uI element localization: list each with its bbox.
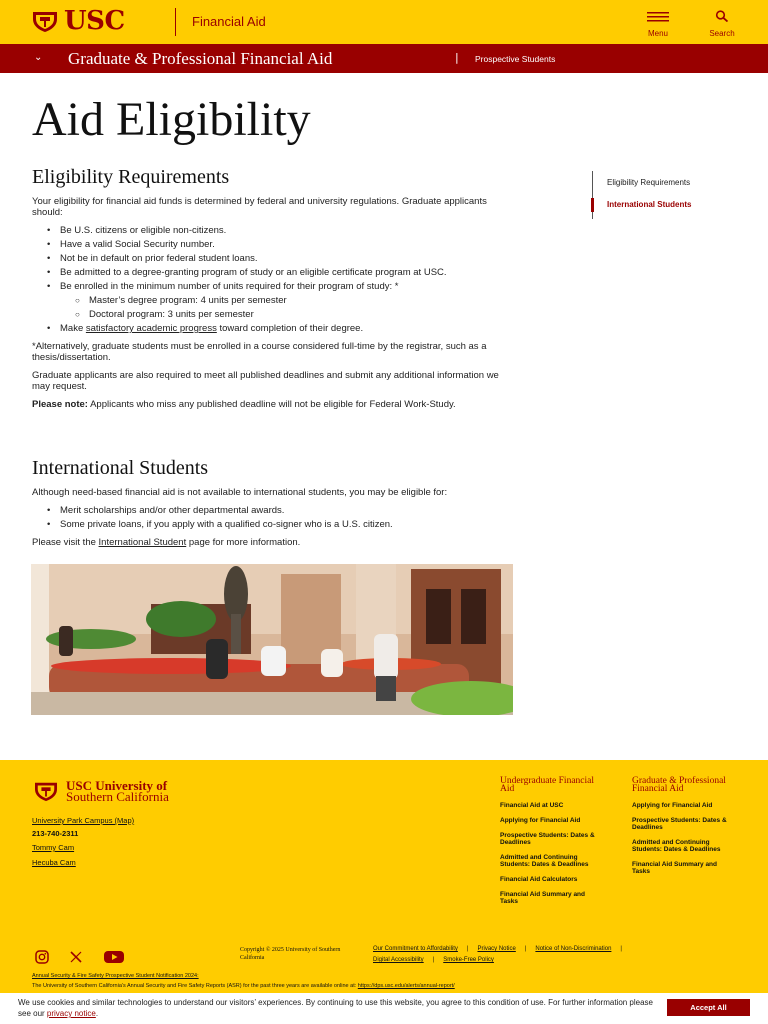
international-student-link[interactable]: International Student [98,537,187,548]
asr-text [32,983,455,989]
usc-shield-icon [32,780,60,802]
asr-description: The University of Southern California’s Annual Security and Fire Safety Reports (ASR) for the past three years are available online at: [32,983,358,989]
footer-link[interactable]: Financial Aid Calculators [500,876,578,883]
prospective-students-link[interactable]: Prospective Students [475,54,556,64]
footer-link[interactable]: Financial Aid Summary and Tasks [500,891,586,905]
footer-undergrad-column [500,777,600,913]
footer-logo-line1: USC University of [66,778,168,793]
international-section [32,487,512,555]
note-text: Applicants who miss any published deadline will not be eligible for Federal Work-Study. [87,399,456,410]
list-item: • Merit scholarships and/or other departmental awards. [32,505,512,516]
legal-separator: | [432,957,435,963]
list-item: • Some private loans, if you apply with a qualified co-signer who is a U.S. citizen. [32,519,512,530]
legal-separator: | [620,946,622,952]
international-heading: International Students [32,457,209,479]
visit-suffix: page for more information. [186,537,301,548]
section-title[interactable]: Graduate & Professional Financial Aid [68,49,333,68]
cookie-banner [0,993,768,1024]
note-label: Please note: [32,399,88,410]
footer-logo[interactable] [32,780,169,802]
make-prefix: Make [60,323,86,334]
footer-link[interactable]: Applying for Financial Aid [632,802,713,809]
chevron-down-icon[interactable]: ⌄ [34,52,43,63]
non-discrimination-link[interactable]: Notice of Non-Discrimination [535,946,612,952]
hamburger-icon [647,12,669,22]
campus-courtyard-image [31,564,513,715]
eligibility-section [32,196,512,417]
sidenav-eligibility-requirements[interactable]: Eligibility Requirements [607,178,691,187]
footer-link[interactable]: Admitted and Continuing Students: Dates & Deadlines [632,839,721,853]
visit-text [32,537,512,548]
phone-number: 213-740-2311 [32,828,79,838]
usc-logo[interactable] [32,6,125,36]
legal-separator: | [466,946,469,952]
asr-report-link[interactable]: https://dps.usc.edu/alerts/annual-report/ [357,983,455,989]
sidenav-international-students[interactable]: International Students [607,200,692,209]
legal-links [373,944,713,966]
hecuba-cam-link[interactable]: Hecuba Cam [32,857,76,867]
search-icon [715,10,729,22]
page-side-nav [592,171,742,219]
footnote: *Alternatively, graduate students must be enrolled in a course considered full-time by the registrar, such as a thesis/dissertation. [32,341,487,363]
list-item: • Be U.S. citizens or eligible non-citizens. [32,225,512,236]
legal-separator: | [524,946,527,952]
list-item: • Be enrolled in the minimum number of units required for their program of study: * [32,281,512,292]
list-sub-item: ○ Master’s degree program: 4 units per semester [32,295,512,306]
smoke-free-link[interactable]: Smoke-Free Policy [443,957,494,963]
site-name-link[interactable]: Financial Aid [192,14,266,29]
footer-contact [32,815,134,869]
list-item-progress [32,323,512,334]
deadlines-text: Graduate applicants are also required to meet all published deadlines and submit any additional information we may request. [32,370,499,392]
usc-shield-icon [32,9,58,33]
asr-notification-link[interactable]: Annual Security & Fire Safety Prospective Student Notification 2024: [32,973,199,979]
footer-logo-text [66,780,169,802]
logo-divider [175,8,176,36]
cookie-suffix: . [95,1009,99,1018]
campus-photo [31,564,513,715]
cookie-privacy-link[interactable]: privacy notice [46,1009,96,1018]
please-note [32,399,512,410]
make-suffix: toward completion of their degree. [216,323,364,334]
list-sub-item: ○ Doctoral program: 3 units per semester [32,309,512,320]
footer-undergrad-heading: Undergraduate Financial Aid [500,776,594,794]
cookie-text: We use cookies and similar technologies to understand our visitors’ experiences. By continuing to use this website, you agree to this condition of use. For further information please see our [18,998,654,1018]
footer-link[interactable]: Financial Aid Summary and Tasks [632,861,718,875]
youtube-icon[interactable] [103,950,125,964]
footer-link[interactable]: Prospective Students: Dates & Deadlines [632,817,727,831]
eligibility-heading: Eligibility Requirements [32,166,230,188]
footer-link[interactable]: Applying for Financial Aid [500,817,581,824]
footer-link[interactable]: Prospective Students: Dates & Deadlines [500,832,595,846]
list-item: • Be admitted to a degree-granting program of study or an eligible certificate program at USC. [32,267,512,278]
footer-link[interactable]: Financial Aid at USC [500,802,564,809]
top-header [0,0,768,44]
menu-button[interactable] [636,7,680,37]
footer-logo-line2: Southern California [66,789,169,804]
logo-text: USC [64,6,125,36]
social-links [35,950,125,964]
eligibility-intro: Your eligibility for financial aid funds is determined by federal and university regulations. Graduate applicants should: [32,196,487,218]
page-title: Aid Eligibility [32,93,311,146]
digital-accessibility-link[interactable]: Digital Accessibility [373,957,424,963]
search-button[interactable] [700,7,744,37]
international-intro: Although need-based financial aid is not available to international students, you may be eligible for: [32,487,448,498]
affordability-link[interactable]: Our Commitment to Affordability [373,946,458,952]
privacy-notice-link[interactable]: Privacy Notice [477,946,516,952]
x-twitter-icon[interactable] [69,950,83,964]
eligibility-list [32,225,512,334]
sidenav-active-marker [591,198,594,212]
satisfactory-progress-link[interactable]: satisfactory academic progress [85,323,217,334]
section-separator: | [455,51,459,64]
list-item: • Not be in default on prior federal student loans. [32,253,512,264]
international-list [32,505,512,530]
search-label: Search [709,29,735,38]
footer-graduate-heading: Graduate & Professional Financial Aid [632,776,726,794]
copyright-text: Copyright © 2025 University of Southern California [240,947,341,961]
menu-label: Menu [647,29,668,38]
tommy-cam-link[interactable]: Tommy Cam [32,843,75,852]
instagram-icon[interactable] [35,950,49,964]
list-item: • Have a valid Social Security number. [32,239,512,250]
accept-all-button[interactable]: Accept All [667,999,750,1016]
visit-prefix: Please visit the [32,537,99,548]
section-bar [0,44,768,73]
site-footer [0,760,768,1024]
campus-map-link[interactable]: University Park Campus (Map) [32,816,135,825]
footer-graduate-column [632,777,732,883]
cookie-message [18,997,658,1019]
footer-link[interactable]: Admitted and Continuing Students: Dates & Deadlines [500,854,589,868]
